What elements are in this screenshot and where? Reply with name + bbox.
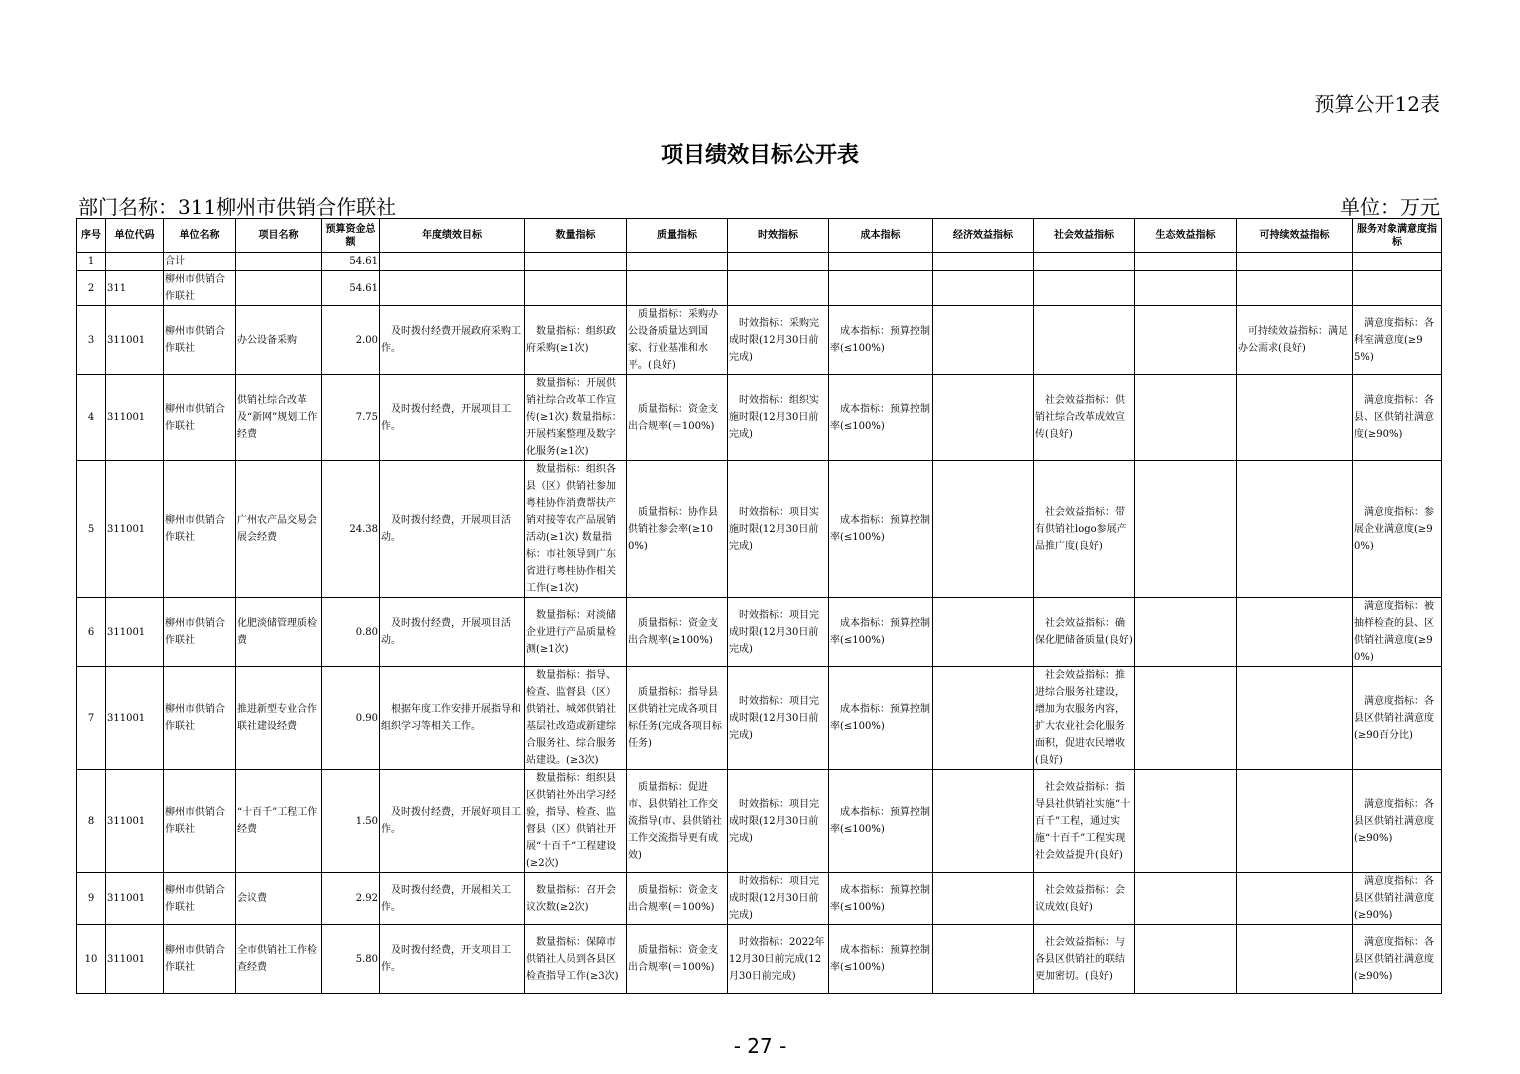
table-row bbox=[77, 461, 1442, 598]
cell-cost: 成本指标：预算控制率(≤100%) bbox=[829, 306, 933, 375]
cell-quality bbox=[627, 271, 728, 306]
table-row bbox=[77, 598, 1442, 667]
cell-amount: 5.80 bbox=[322, 925, 380, 994]
cell-unit: 柳州市供销合作联社 bbox=[164, 667, 236, 770]
cell-social: 社会效益指标：指导县社供销社实施“十百千”工程，通过实施“十百千”工程实现社会效益提升(良好) bbox=[1034, 770, 1135, 873]
cell-satisfaction: 满意度指标：各科室满意度(≥95%) bbox=[1353, 306, 1442, 375]
cell-satisfaction bbox=[1353, 271, 1442, 306]
cell-sustain bbox=[1237, 461, 1353, 598]
cell-social: 社会效益指标：供销社综合改革成效宣传(良好) bbox=[1034, 375, 1135, 461]
cell-social: 社会效益指标：与各县区供销社的联结更加密切。(良好) bbox=[1034, 925, 1135, 994]
cell-eco bbox=[1135, 375, 1237, 461]
cell-satisfaction: 满意度指标：各县区供销社满意度(≥90%) bbox=[1353, 873, 1442, 925]
header-cell: 社会效益指标 bbox=[1034, 219, 1135, 253]
cell-quality: 质量指标：资金支出合规率(＝100%) bbox=[627, 873, 728, 925]
header-cell: 质量指标 bbox=[627, 219, 728, 253]
cell-sustain bbox=[1237, 770, 1353, 873]
cell-time bbox=[728, 253, 829, 271]
cell-sustain bbox=[1237, 598, 1353, 667]
cell-satisfaction: 满意度指标：各县区供销社满意度(≥90%) bbox=[1353, 925, 1442, 994]
cell-unit: 柳州市供销合作联社 bbox=[164, 598, 236, 667]
cell-eco bbox=[1135, 461, 1237, 598]
cell-code: 311001 bbox=[106, 667, 164, 770]
cell-goal: 及时拨付经费，开展项目活动。 bbox=[380, 461, 525, 598]
cell-eco bbox=[1135, 770, 1237, 873]
cell-qty: 数量指标：组织政府采购(≥1次) bbox=[525, 306, 627, 375]
cell-amount: 1.50 bbox=[322, 770, 380, 873]
cell-econ bbox=[933, 667, 1034, 770]
cell-social: 社会效益指标：会议成效(良好) bbox=[1034, 873, 1135, 925]
cell-cost: 成本指标：预算控制率(≤100%) bbox=[829, 873, 933, 925]
cell-no: 6 bbox=[77, 598, 106, 667]
cell-time bbox=[728, 271, 829, 306]
cell-code: 311001 bbox=[106, 306, 164, 375]
cell-quality bbox=[627, 253, 728, 271]
cell-project: 办公设备采购 bbox=[236, 306, 322, 375]
header-cell: 单位代码 bbox=[106, 219, 164, 253]
cell-goal: 及时拨付经费，开展相关工作。 bbox=[380, 873, 525, 925]
header-row bbox=[77, 219, 1442, 253]
cell-satisfaction bbox=[1353, 253, 1442, 271]
cell-project: 全市供销社工作检查经费 bbox=[236, 925, 322, 994]
cell-no: 4 bbox=[77, 375, 106, 461]
cell-econ bbox=[933, 598, 1034, 667]
cell-time: 时效指标：项目完成时限(12月30日前完成) bbox=[728, 667, 829, 770]
cell-no: 5 bbox=[77, 461, 106, 598]
header-cell: 年度绩效目标 bbox=[380, 219, 525, 253]
cell-code: 311001 bbox=[106, 461, 164, 598]
cell-quality: 质量指标：协作县供销社参会率(≥100%) bbox=[627, 461, 728, 598]
table-row bbox=[77, 271, 1442, 306]
cell-cost: 成本指标：预算控制率(≤100%) bbox=[829, 461, 933, 598]
cell-eco bbox=[1135, 925, 1237, 994]
table-row bbox=[77, 306, 1442, 375]
cell-quality: 质量指标：促进市、县供销社工作交流指导(市、县供销社工作交流指导更有成效) bbox=[627, 770, 728, 873]
header-cell: 成本指标 bbox=[829, 219, 933, 253]
cell-time: 时效指标：采购完成时限(12月30日前完成) bbox=[728, 306, 829, 375]
cell-code: 311001 bbox=[106, 598, 164, 667]
table-row bbox=[77, 667, 1442, 770]
cell-code: 311001 bbox=[106, 770, 164, 873]
cell-amount: 0.90 bbox=[322, 667, 380, 770]
cell-qty: 数量指标：开展供销社综合改革工作宣传(≥1次) 数量指标：开展档案整理及数字化服务(≥1次) bbox=[525, 375, 627, 461]
cell-econ bbox=[933, 925, 1034, 994]
cell-project: 会议费 bbox=[236, 873, 322, 925]
cell-code bbox=[106, 253, 164, 271]
cell-unit: 柳州市供销合作联社 bbox=[164, 461, 236, 598]
cell-goal: 及时拨付经费开展政府采购工作。 bbox=[380, 306, 525, 375]
cell-sustain: 可持续效益指标：满足办公需求(良好) bbox=[1237, 306, 1353, 375]
cell-econ bbox=[933, 461, 1034, 598]
page-number: - 27 - bbox=[733, 1034, 787, 1058]
cell-social: 社会效益指标：确保化肥储备质量(良好) bbox=[1034, 598, 1135, 667]
header-cell: 项目名称 bbox=[236, 219, 322, 253]
cell-goal: 根据年度工作安排开展指导和组织学习等相关工作。 bbox=[380, 667, 525, 770]
cell-time: 时效指标：项目完成时限(12月30日前完成) bbox=[728, 873, 829, 925]
cell-cost: 成本指标：预算控制率(≤100%) bbox=[829, 667, 933, 770]
cell-econ bbox=[933, 375, 1034, 461]
cell-amount: 54.61 bbox=[322, 271, 380, 306]
table-row bbox=[77, 375, 1442, 461]
table-row bbox=[77, 925, 1442, 994]
page-title: 项目绩效目标公开表 bbox=[660, 143, 859, 168]
header-cell: 经济效益指标 bbox=[933, 219, 1034, 253]
cell-cost bbox=[829, 271, 933, 306]
cell-social bbox=[1034, 271, 1135, 306]
cell-time: 时效指标：项目实施时限(12月30日前完成) bbox=[728, 461, 829, 598]
cell-satisfaction: 满意度指标：各县区供销社满意度(≥90百分比) bbox=[1353, 667, 1442, 770]
cell-eco bbox=[1135, 271, 1237, 306]
cell-unit: 柳州市供销合作联社 bbox=[164, 873, 236, 925]
cell-project: 化肥淡储管理质检费 bbox=[236, 598, 322, 667]
cell-eco bbox=[1135, 667, 1237, 770]
cell-goal: 及时拨付经费，开展好项目工作。 bbox=[380, 770, 525, 873]
cell-amount: 24.38 bbox=[322, 461, 380, 598]
cell-qty bbox=[525, 271, 627, 306]
cell-unit: 柳州市供销合作联社 bbox=[164, 770, 236, 873]
cell-project: 广州农产品交易会展会经费 bbox=[236, 461, 322, 598]
cell-sustain bbox=[1237, 925, 1353, 994]
cell-amount: 7.75 bbox=[322, 375, 380, 461]
header-cell: 预算资金总额 bbox=[322, 219, 380, 253]
header-cell: 单位名称 bbox=[164, 219, 236, 253]
cell-no: 2 bbox=[77, 271, 106, 306]
header-cell: 服务对象满意度指标 bbox=[1353, 219, 1442, 253]
cell-unit: 柳州市供销合作联社 bbox=[164, 271, 236, 306]
cell-qty: 数量指标：召开会议次数(≥2次) bbox=[525, 873, 627, 925]
cell-time: 时效指标：2022年12月30日前完成(12月30日前完成) bbox=[728, 925, 829, 994]
cell-econ bbox=[933, 873, 1034, 925]
cell-cost: 成本指标：预算控制率(≤100%) bbox=[829, 598, 933, 667]
cell-no: 9 bbox=[77, 873, 106, 925]
cell-no: 8 bbox=[77, 770, 106, 873]
cell-quality: 质量指标：资金支出合规率(＝100%) bbox=[627, 925, 728, 994]
cell-code: 311001 bbox=[106, 375, 164, 461]
cell-code: 311001 bbox=[106, 925, 164, 994]
cell-amount: 54.61 bbox=[322, 253, 380, 271]
cell-social: 社会效益指标：推进综合服务社建设，增加为农服务内容，扩大农业社会化服务面积，促进农民增收(良好) bbox=[1034, 667, 1135, 770]
cell-social bbox=[1034, 253, 1135, 271]
performance-table bbox=[76, 218, 1442, 994]
cell-econ bbox=[933, 253, 1034, 271]
cell-project bbox=[236, 253, 322, 271]
cell-project bbox=[236, 271, 322, 306]
cell-sustain bbox=[1237, 253, 1353, 271]
cell-time: 时效指标：项目完成时限(12月30日前完成) bbox=[728, 598, 829, 667]
cell-satisfaction: 满意度指标：各县、区供销社满意度(≥90%) bbox=[1353, 375, 1442, 461]
cell-no: 1 bbox=[77, 253, 106, 271]
cell-project: “十百千”工程工作经费 bbox=[236, 770, 322, 873]
cell-goal bbox=[380, 271, 525, 306]
cell-amount: 2.00 bbox=[322, 306, 380, 375]
cell-quality: 质量指标：资金支出合规率(＝100%) bbox=[627, 375, 728, 461]
cell-sustain bbox=[1237, 271, 1353, 306]
table-row bbox=[77, 770, 1442, 873]
table-row bbox=[77, 873, 1442, 925]
cell-qty bbox=[525, 253, 627, 271]
department-name: 部门名称：311柳州市供销合作联社 bbox=[78, 195, 397, 219]
cell-cost: 成本指标：预算控制率(≤100%) bbox=[829, 375, 933, 461]
header-cell: 序号 bbox=[77, 219, 106, 253]
cell-code: 311001 bbox=[106, 873, 164, 925]
cell-goal: 及时拨付经费，开展项目活动。 bbox=[380, 598, 525, 667]
cell-qty: 数量指标：组织各县（区）供销社参加粤桂协作消费帮扶产销对接等农产品展销活动(≥1次) 数量指标：市社领导到广东省进行粤桂协作相关工作(≥1次) bbox=[525, 461, 627, 598]
cell-quality: 质量指标：指导县区供销社完成各项目标任务(完成各项目标任务) bbox=[627, 667, 728, 770]
cell-sustain bbox=[1237, 873, 1353, 925]
cell-qty: 数量指标：保障市供销社人员到各县区检查指导工作(≥3次) bbox=[525, 925, 627, 994]
cell-social bbox=[1034, 306, 1135, 375]
cell-unit: 柳州市供销合作联社 bbox=[164, 925, 236, 994]
cell-econ bbox=[933, 770, 1034, 873]
header-cell: 可持续效益指标 bbox=[1237, 219, 1353, 253]
table-row bbox=[77, 253, 1442, 271]
cell-eco bbox=[1135, 306, 1237, 375]
cell-eco bbox=[1135, 253, 1237, 271]
cell-time: 时效指标：组织实施时限(12月30日前完成) bbox=[728, 375, 829, 461]
cell-econ bbox=[933, 271, 1034, 306]
cell-sustain bbox=[1237, 375, 1353, 461]
cell-eco bbox=[1135, 598, 1237, 667]
cell-time: 时效指标：项目完成时限(12月30日前完成) bbox=[728, 770, 829, 873]
cell-cost: 成本指标：预算控制率(≤100%) bbox=[829, 770, 933, 873]
cell-econ bbox=[933, 306, 1034, 375]
cell-cost bbox=[829, 253, 933, 271]
cell-no: 10 bbox=[77, 925, 106, 994]
cell-satisfaction: 满意度指标：参展企业满意度(≥90%) bbox=[1353, 461, 1442, 598]
cell-qty: 数量指标：组织县区供销社外出学习经验，指导、检查、监督县（区）供销社开展“十百千”工程建设(≥2次) bbox=[525, 770, 627, 873]
cell-goal: 及时拨付经费，开支项目工作。 bbox=[380, 925, 525, 994]
cell-eco bbox=[1135, 873, 1237, 925]
cell-unit: 柳州市供销合作联社 bbox=[164, 306, 236, 375]
cell-social: 社会效益指标：带有供销社logo参展产品推广度(良好) bbox=[1034, 461, 1135, 598]
cell-no: 3 bbox=[77, 306, 106, 375]
unit-label: 单位：万元 bbox=[1340, 195, 1440, 219]
cell-cost: 成本指标：预算控制率(≤100%) bbox=[829, 925, 933, 994]
cell-qty: 数量指标：指导、检查、监督县（区）供销社、城郊供销社基层社改造或新建综合服务社、综合服务站建设。(≥3次) bbox=[525, 667, 627, 770]
cell-code: 311 bbox=[106, 271, 164, 306]
header-cell: 数量指标 bbox=[525, 219, 627, 253]
header-cell: 生态效益指标 bbox=[1135, 219, 1237, 253]
cell-goal: 及时拨付经费，开展项目工作。 bbox=[380, 375, 525, 461]
cell-unit: 柳州市供销合作联社 bbox=[164, 375, 236, 461]
cell-project: 供销社综合改革及“新网”规划工作经费 bbox=[236, 375, 322, 461]
cell-amount: 0.80 bbox=[322, 598, 380, 667]
header-cell: 时效指标 bbox=[728, 219, 829, 253]
cell-amount: 2.92 bbox=[322, 873, 380, 925]
cell-quality: 质量指标：资金支出合规率(≥100%) bbox=[627, 598, 728, 667]
cell-no: 7 bbox=[77, 667, 106, 770]
cell-quality: 质量指标：采购办公设备质量达到国家、行业基准和水平。(良好) bbox=[627, 306, 728, 375]
cell-unit: 合计 bbox=[164, 253, 236, 271]
cell-satisfaction: 满意度指标：被抽样检查的县、区供销社满意度(≥90%) bbox=[1353, 598, 1442, 667]
cell-project: 推进新型专业合作联社建设经费 bbox=[236, 667, 322, 770]
cell-qty: 数量指标：对淡储企业进行产品质量检测(≥1次) bbox=[525, 598, 627, 667]
cell-sustain bbox=[1237, 667, 1353, 770]
cell-goal bbox=[380, 253, 525, 271]
cell-satisfaction: 满意度指标：各县区供销社满意度(≥90%) bbox=[1353, 770, 1442, 873]
table-number: 预算公开12表 bbox=[1314, 92, 1440, 116]
